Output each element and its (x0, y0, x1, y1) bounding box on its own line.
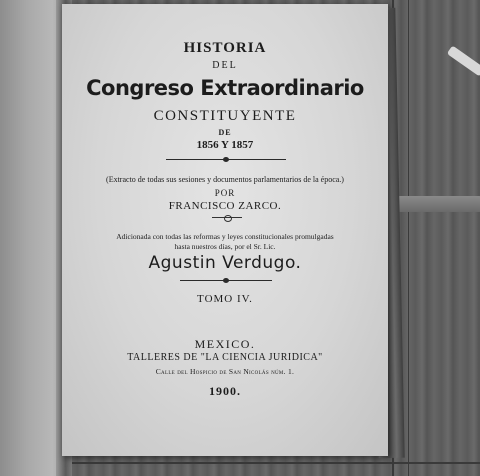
title-constituyente: CONSTITUYENTE (153, 108, 297, 124)
volume-number: TOMO IV. (197, 293, 253, 305)
ornament-circle (224, 215, 232, 222)
imprint-city: MEXICO. (194, 337, 256, 351)
addition-note-line1: Adicionada con todas las reformas y leyes constitucionales promulgadas (116, 232, 334, 241)
imprint-year: 1900. (209, 384, 241, 398)
addition-note-line2: hasta nuestros días, por el Sr. Lic. (174, 242, 276, 251)
author-name: FRANCISCO ZARCO. (168, 200, 282, 212)
subtitle-extracto: (Extracto de todas sus sesiones y documentos parlamentarios de la época.) (106, 175, 344, 184)
title-years: 1856 Y 1857 (196, 139, 254, 151)
by-line: POR (214, 188, 236, 198)
ornamental-dot (223, 278, 229, 283)
editor-name: Agustin Verdugo. (148, 253, 302, 273)
plank-seam (408, 0, 409, 476)
title-page (62, 4, 388, 456)
title-del: DEL (212, 60, 238, 71)
plank-seam (0, 462, 480, 464)
title-de: DE (218, 128, 232, 137)
imprint-publisher: TALLERES DE "LA CIENCIA JURIDICA" (127, 352, 323, 363)
title-historia: HISTORIA (183, 40, 267, 56)
imprint-address: Calle del Hospicio de San Nicolás núm. 1. (155, 367, 295, 376)
wooden-stick (392, 196, 480, 212)
title-congreso: Congreso Extraordinario (86, 76, 364, 100)
ornamental-dot (223, 157, 229, 162)
